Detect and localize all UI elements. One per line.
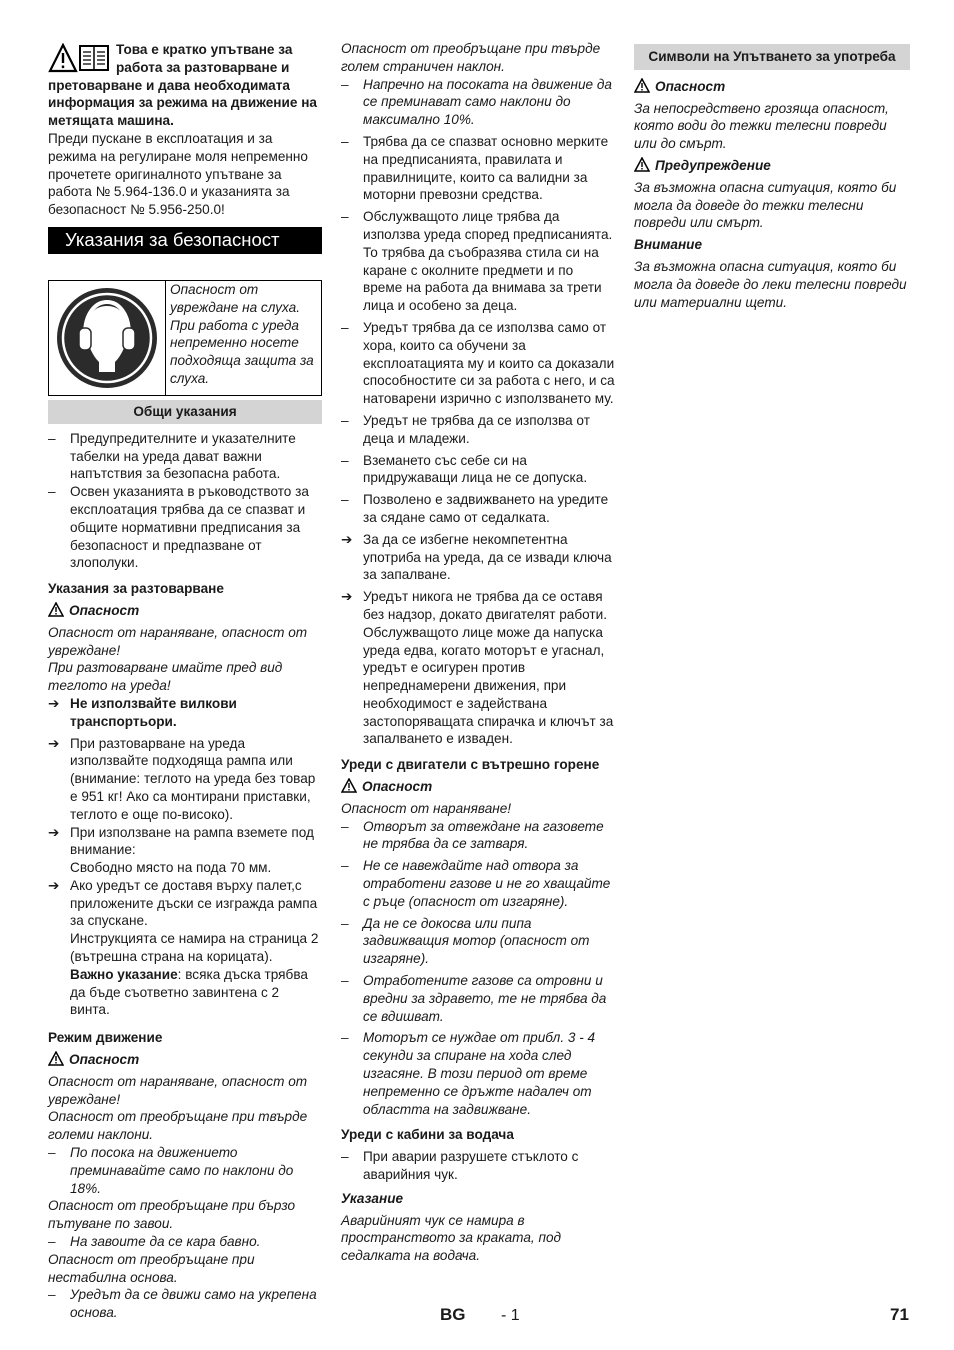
warning-manual-icon (48, 43, 112, 75)
warning-triangle-icon (48, 602, 64, 617)
list-item: – Вземането със себе си на придружаващи лица не се допуска. (341, 452, 588, 486)
arrow-marker: ➔ (48, 695, 60, 711)
danger-text: Опасност от преобръщане при твърде голем страничен наклон. (341, 41, 601, 74)
dash-marker: – (341, 915, 349, 931)
list-item: – Да не се докосва или пипа задвижващия мотор (опасност от изгаряне). (341, 915, 590, 967)
danger-text: Опасност от нараняване, опасност от увреждане! (48, 1073, 308, 1107)
danger-label: Опасност (634, 78, 910, 96)
list-item: – Отработените газове са отровни и вредни за здравето, те не трябва да се вдишват. (341, 973, 607, 1024)
arrow-marker: ➔ (48, 824, 60, 840)
dash-marker: – (48, 1145, 56, 1161)
column-right (634, 40, 910, 311)
list-item: – Позволено е задвижването на уредите за сядане само от седалката. (341, 492, 609, 525)
dash-marker: – (341, 76, 349, 92)
section-title: Указания за безопасност (48, 227, 322, 254)
danger-text: Опасност от нараняване, опасност от увреждане! (48, 624, 308, 658)
warning-triangle-icon (48, 1051, 64, 1066)
list-item: – На завоите да се кара бавно. (48, 1234, 261, 1250)
arrow-marker: ➔ (341, 589, 353, 605)
dash-marker: – (48, 484, 56, 500)
list-item: – Обслужващото лице трябва да използва уреда според предписанията. То трябва да съобразява стила си на каране с околните предмети и по време на работа да внимава за трети лица и особено за деца. (341, 209, 613, 314)
danger-text: Опасност от нараняване! (341, 800, 512, 816)
danger-text: Опасност от преобръщане при бързо пътуване по завои. (48, 1198, 296, 1232)
list-item: – Моторът се нуждае от прибл. 3 - 4 секунди за спиране на хода след изгасяне. В този период от време непременно се дръжте надалеч от областта на задвижване. (341, 1030, 596, 1117)
dash-marker: – (48, 1234, 56, 1250)
list-item: – Освен указанията в ръководството за експлоатация трябва да се спазват и общите нормативни предписания за безопасност и предпазване от злополуки. (48, 484, 309, 571)
danger-definition: За непосредствено грозяща опасност, която води до тежки телесни повреди или до смърт. (634, 100, 889, 152)
list-item: – Напречно на посоката на движение да се преминават само наклони до максимално 10%. (341, 76, 612, 128)
list-item: – По посока на движението преминавайте само по наклони до 18%. (48, 1145, 294, 1196)
arrow-list (341, 531, 616, 749)
list-item: – Уредът да се движи само на укрепена основа. (48, 1287, 317, 1321)
list-item: – Уредът не трябва да се използва от деца и младежи. (341, 412, 590, 446)
danger-label: Опасност (48, 1051, 322, 1069)
arrow-subtext: Свободно място на пода 70 мм. (70, 860, 272, 876)
list-item: ➔ Уредът никога не трябва да се оставя без надзор, докато двигателят работи. Обслужващото лице може да напуска уреда едва, когато моторът е угаснал, уредът е осигурен против непреднамерени движения, при необходимост е задействана застопоряващата спирачка и ключът за запалването е изваден. (341, 589, 614, 747)
list-item: – При аварии разрушете стъклото с аварийния чук. (341, 1149, 579, 1183)
arrow-marker: ➔ (48, 877, 60, 893)
dash-marker: – (341, 1030, 349, 1046)
column-left (48, 40, 322, 1322)
dash-marker: – (341, 452, 349, 468)
dash-marker: – (341, 858, 349, 874)
important-note: Важно указание: всяка дъска трябва да бъде съответно завинтена с 2 винта. (70, 966, 308, 1018)
dash-marker: – (341, 973, 349, 989)
hearing-protection-icon (55, 286, 159, 390)
engine-list (341, 818, 616, 1119)
column-middle (341, 40, 616, 1265)
arrow-item: ➔ Не използвайте вилкови транспортьори. (48, 695, 237, 729)
general-list (48, 430, 322, 572)
warning-triangle-icon (341, 778, 357, 793)
intro-block (48, 41, 322, 219)
list-item: – Предупредителните и указателните табелки на уреда дават важни напътствия за безопасна работа. (48, 430, 296, 482)
list-item: – Уредът трябва да се използва само от хора, които са обучени за експлоатацията му и които са доказали способностите си за работа с него, и са натоварени изрично с използването му. (341, 319, 615, 407)
cabin-heading: Уреди с кабини за водача (341, 1127, 514, 1143)
arrow-item: ➔ При използване на рампа вземете под внимание: (48, 824, 314, 858)
dash-marker: – (48, 430, 56, 446)
arrow-item: ➔ При разтоварване на уреда използвайте подходяща рампа или (внимание: теглото на уреда без товар е 951 кг! Ако са монтирани приставки, теглото е още по-високо). (48, 735, 316, 822)
danger-label: Опасност (48, 602, 322, 620)
warning-definition: За възможна опасна ситуация, която би могла да доведе до тежки телесни повреди или смърт. (634, 179, 897, 231)
symbols-heading: Символи на Упътването за употреба (634, 44, 910, 70)
warning-triangle-icon (634, 157, 650, 172)
dash-marker: – (341, 412, 349, 428)
hearing-protection-box (48, 280, 322, 396)
warning-triangle-icon (634, 78, 650, 93)
dash-marker: – (341, 818, 349, 834)
unload-heading: Указания за разтоварване (48, 581, 224, 597)
danger-text: Опасност от преобръщане при нестабилна основа. (48, 1251, 255, 1285)
dash-marker: – (341, 209, 349, 225)
list-item: – Отворът за отвеждане на газовете не трябва да се затваря. (341, 818, 604, 852)
danger-text: Опасност от преобръщане при твърде големи наклони. (48, 1109, 308, 1143)
page-number: 71 (890, 1305, 909, 1324)
caution-label: Внимание (634, 237, 703, 253)
engine-heading: Уреди с двигатели с вътрешно горене (341, 757, 600, 773)
drive-heading: Режим движение (48, 1030, 163, 1046)
dash-marker: – (341, 319, 349, 335)
arrow-marker: ➔ (48, 735, 60, 751)
note-text: Аварийният чук се намира в пространството за краката, под седалката на водача. (341, 1212, 562, 1264)
list-item: – Трябва да се спазват основно мерките на предписанията, правилата и правилниците, които са валидни за моторни превозни средства. (341, 133, 609, 203)
rules-list (341, 76, 616, 527)
arrow-subtext: Инструкцията се намира на страница 2 (вътрешна страна на корицата). (70, 931, 319, 965)
danger-label: Опасност (341, 778, 616, 796)
general-heading: Общи указания (48, 400, 322, 424)
footer-language: BG (440, 1305, 466, 1324)
hearing-protection-text: Опасност от увреждане на слуха. При работа с уреда непременно носете подходяща защита за слуха. (170, 281, 314, 386)
intro-bold-text: Това е кратко упътване за работа за разтоварване и претоварване и дава необходимата информация за режима на движение на метящата машина. (48, 42, 317, 129)
arrow-item: ➔ Ако уредът се доставя върху палет,с приложените дъски се изгражда рампа за спускане. (48, 877, 318, 929)
dash-marker: – (341, 492, 349, 508)
dash-marker: – (48, 1287, 56, 1303)
arrow-marker: ➔ (341, 531, 353, 547)
warning-label: Предупреждение (634, 157, 910, 175)
note-label: Указание (341, 1190, 404, 1206)
dash-marker: – (341, 1149, 349, 1165)
caution-definition: За възможна опасна ситуация, която би могла да доведе до леки телесни повреди или материални щети. (634, 258, 907, 310)
dash-marker: – (341, 133, 349, 149)
intro-text: Преди пускане в експлоатация и за режима на регулиране моля непременно прочетете оригиналното упътване за работа № 5.964-136.0 и указанията за безопасност № 5.956-250.0! (48, 130, 308, 218)
footer-subpage: - 1 (501, 1307, 520, 1324)
list-item: – Не се навеждайте над отвора за отработени газове и не го хващайте с ръце (опасност от изгаряне). (341, 858, 611, 909)
list-item: ➔ За да се избегне некомпетентна употриба на уреда, да се извади ключа за запалване. (341, 531, 612, 583)
danger-text: При разтоварване имайте пред вид теглото на уреда! (48, 660, 283, 694)
